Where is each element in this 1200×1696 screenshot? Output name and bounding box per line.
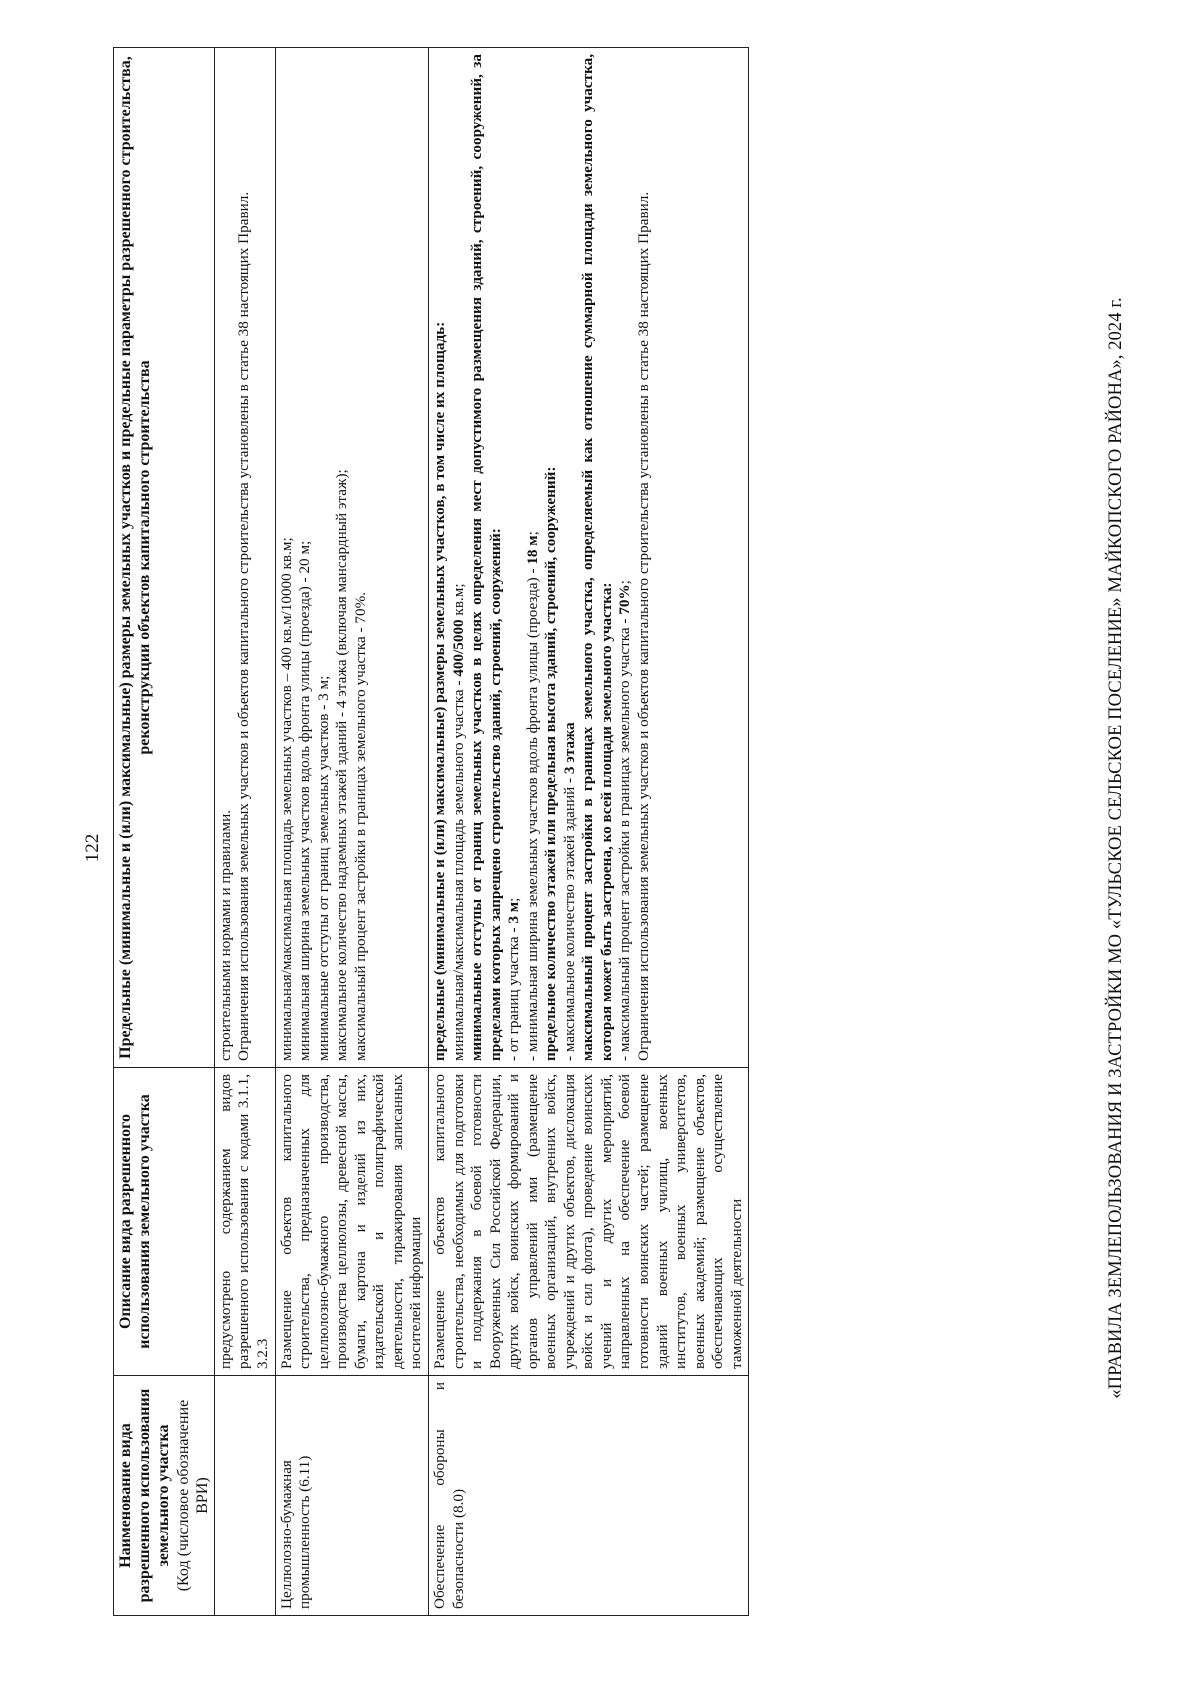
row-description-cell: предусмотрено содержанием видов разрешенного использования с кодами 3.1.1, 3.2.3: [214, 1068, 275, 1376]
param-line: [524, 54, 543, 1061]
param-text: ;: [523, 531, 541, 536]
header-name-bold: Наименование вида разрешенного использования земельного участка: [117, 1388, 173, 1603]
header-name-code: (Код (числовое обозначение ВРИ): [174, 1399, 211, 1592]
param-text: - максимальный процент застройки в границах земельного участка -: [616, 614, 634, 1061]
param-text: минимальная/максимальная площадь земельного участка -: [449, 676, 467, 1061]
row-description-cell: Размещение объектов капитального строительства, предназначенных для целлюлозно-бумажного производства, производства целлюлозы, древесной массы, бумаги, картона и изделий из них, издательской и полиграфической деятельности, тиражирования записанных носителей информации: [275, 1068, 428, 1376]
row-params-cell: [275, 48, 428, 1068]
param-heading: минимальные отступы от границ земельных участков в целях определения мест допустимого размещения зданий, строений, сооружений, за пределами которых запрещено строительство зданий, строений, сооружений:: [468, 54, 504, 1061]
param-line: минимальные отступы от границ земельных участков - 3 м;: [314, 675, 332, 1061]
param-value: 3 м: [505, 901, 523, 924]
param-line: максимальное количество надземных этажей зданий - 4 этажа (включая мансардный этаж);: [333, 469, 351, 1061]
param-value: 70%: [616, 584, 634, 615]
land-use-table: [113, 47, 749, 1616]
row-description-cell: Размещение объектов капитального строительства, необходимых для подготовки и поддержания в боевой готовности Вооруженных Сил Российской Федерации, других войск, воинских формирований и органов управлений ими (размещение военных организаций, внутренних войск, учреждений и других объектов, дислокация войск и сил флота), проведение воинских учений и других мероприятий, направленных на обеспечение боевой готовности воинских частей; размещение зданий военных училищ, военных институтов, военных университетов, военных академий; размещение объектов, обеспечивающих осуществление таможенной деятельности: [428, 1068, 748, 1376]
param-text: - минимальная ширина земельных участков вдоль фронта улицы (проезда) -: [523, 564, 541, 1061]
param-value: 18 м: [523, 535, 541, 565]
table-row: [275, 48, 428, 1616]
header-name-column: [114, 1376, 215, 1616]
param-line: [561, 54, 580, 1061]
table-row: [214, 48, 275, 1616]
header-description-column: Описание вида разрешенного использования земельного участка: [114, 1068, 215, 1376]
header-params-column: Предельные (минимальные и (или) максимальные) размеры земельных участков и предельные параметры разрешенного строительства, реконструкции объектов капитального строительства: [114, 48, 215, 1068]
param-text: - от границ участка -: [505, 923, 523, 1061]
row-name-cell: [214, 1376, 275, 1616]
param-heading: предельное количество этажей или предельная высота зданий, строений, сооружений:: [542, 466, 560, 1061]
param-heading: предельные (минимальные и (или) максимальные) размеры земельных участков, в том числе их площадь:: [430, 321, 448, 1061]
param-line: Ограничения использования земельных участков и объектов капитального строительства установлены в статье 38 настоящих Правил.: [634, 191, 652, 1061]
param-value: 3 этажа: [560, 722, 578, 775]
page-number: 122: [82, 833, 103, 863]
param-line: Ограничения использования земельных участков и объектов капитального строительства установлены в статье 38 настоящих Правил.: [235, 191, 253, 1061]
row-name-cell: Обеспечение обороны и безопасности (8.0): [428, 1376, 748, 1616]
param-text: кв.м;: [449, 583, 467, 620]
param-line: [450, 54, 469, 1061]
param-line: минимальная/максимальная площадь земельных участков – 400 кв.м/10000 кв.м;: [277, 537, 295, 1061]
table-header-row: [114, 48, 215, 1616]
param-line: максимальный процент застройки в границах земельного участка - 70%.: [351, 591, 369, 1061]
param-heading: максимальный процент застройки в границах земельного участка, определяемый как отношение суммарной площади земельного участка, которая может быть застроена, ко всей площади земельного участка:: [579, 54, 615, 1061]
param-text: ;: [505, 897, 523, 902]
row-params-cell: [428, 48, 748, 1068]
param-line: строительными нормами и правилами.: [216, 809, 234, 1061]
param-text: - максимальное количество этажей зданий -: [560, 774, 578, 1061]
param-line: [616, 54, 635, 1061]
table-row: [428, 48, 748, 1616]
param-text: ;: [616, 580, 634, 585]
document-footer: «ПРАВИЛА ЗЕМЛЕПОЛЬЗОВАНИЯ И ЗАСТРОЙКИ МО «ТУЛЬСКОЕ СЕЛЬСКОЕ ПОСЕЛЕНИЕ» МАЙКОПСКОГО РАЙОНА», 2024 г.: [1106, 297, 1126, 1399]
row-name-cell: Целлюлозно-бумажная промышленность (6.11): [275, 1376, 428, 1616]
param-value: 400/5000: [449, 619, 467, 677]
param-line: минимальная ширина земельных участков вдоль фронта улицы (проезда) - 20 м;: [296, 540, 314, 1061]
row-params-cell: [214, 48, 275, 1068]
param-line: [505, 54, 524, 1061]
